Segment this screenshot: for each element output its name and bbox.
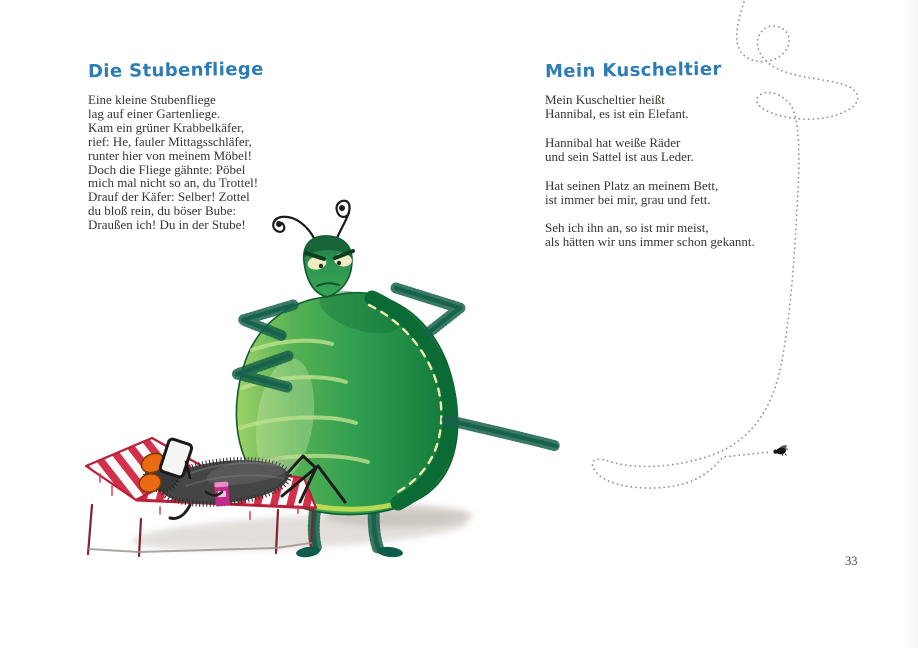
left-poem-title: Die Stubenfliege (87, 58, 264, 83)
poem-line: Hannibal, es ist ein Elefant. (545, 105, 689, 121)
poem-line: Doch die Fliege gähnte: Pöbel (88, 161, 246, 177)
poem-line: Hat seinen Platz an meinem Bett, (545, 177, 719, 193)
poem-line: als hätten wir uns immer schon gekannt. (545, 234, 755, 250)
stanza (545, 221, 755, 249)
poem-line: runter hier von meinem Möbel! (88, 147, 252, 163)
right-poem (545, 93, 755, 264)
beetle-antennae-icon (273, 201, 349, 240)
small-fly-icon (773, 444, 788, 456)
poem-line: Hannibal hat weiße Räder (545, 134, 681, 150)
poem-line: und sein Sattel ist aus Leder. (545, 148, 694, 164)
poem-line: Drauf der Käfer: Selber! Zottel (88, 189, 250, 205)
poem-line: Draußen ich! Du in der Stube! (88, 217, 246, 233)
left-poem (88, 93, 258, 232)
poem-line: Eine kleine Stubenfliege (88, 92, 216, 107)
poem-line: rief: He, fauler Mittagsschläfer, (88, 133, 252, 149)
page-number: 33 (845, 554, 858, 568)
poem-line: Seh ich ihn an, so ist mir meist, (545, 220, 709, 236)
poem-line: Kam ein grüner Krabbelkäfer, (88, 119, 245, 135)
stanza (545, 179, 755, 207)
right-poem-title: Mein Kuscheltier (544, 58, 722, 83)
poem-line: Mein Kuscheltier heißt (545, 92, 665, 107)
poem-line: du bloß rein, du böser Bube: (88, 203, 237, 219)
stanza (545, 93, 755, 121)
poem-line: ist immer bei mir, grau und fett. (545, 191, 711, 207)
stanza (545, 136, 755, 164)
poem-line: lag auf einer Gartenliege. (88, 105, 221, 121)
poem-line: mich mal nicht so an, du Trottel! (88, 175, 259, 191)
beetle-head (304, 236, 353, 297)
